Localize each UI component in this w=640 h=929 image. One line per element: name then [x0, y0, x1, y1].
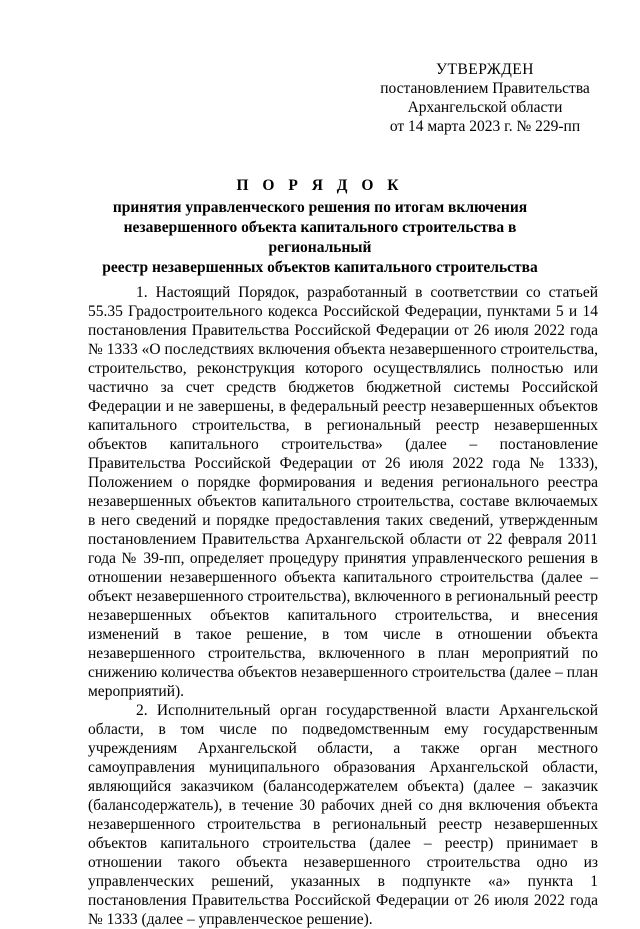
approval-line: Архангельской области — [407, 99, 563, 116]
title-line: принятия управленческого решения по итогам включения — [112, 199, 528, 216]
paragraph-1: 1. Настоящий Порядок, разработанный в соответствии со статьей 55.35 Градостроительного кодекса Российской Федерации, пунктами 5 и 14 постановления Правительства Российской Федерации от 26 июля 2022 года № 1333 «О последствиях включения объекта незавершенного строительства, строительство, реконструкция которого осуществлялись полностью или частично за счет средств бюджетов бюджетной системы Российской Федерации и не завершены, в федеральный реестр незавершенных объектов капитального строительства, в региональный реестр незавершенных объектов капитального строительства» (далее – постановление Правительства Российской Федерации от 26 июля 2022 года № 1333), Положением о порядке формирования и ведения регионального реестра незавершенных объектов капитального строительства, составе включаемых в него сведений и порядке предоставления таких сведений, утвержденным постановлением Правительства Архангельской области от 22 февраля 2011 года № 39-пп, определяет процедуру принятия управленческого решения в отношении незавершенного объекта капитального строительства (далее – объект незавершенного строительства), включенного в региональный реестр незавершенных объектов капитального строительства, и внесения изменений в такое решение, в том числе в отношении объекта незавершенного строительства, включенного в план мероприятий по снижению количества объектов незавершенного строительства (далее – план мероприятий). — [88, 284, 598, 700]
title-line: реестр незавершенных объектов капитального строительства — [102, 259, 538, 276]
approval-date: от 14 марта 2023 г. № 229-пп — [389, 118, 581, 135]
document-title — [80, 176, 560, 278]
paragraph-2: 2. Исполнительный орган государственной власти Архангельской области, в том числе по подведомственным ему государственным учреждениям Архангельской области, а также орган местного самоуправления муниципального образования Архангельской области, являющийся заказчиком (балансодержателем объекта) (далее – заказчик (балансодержатель), в течение 30 рабочих дней со дня включения объекта незавершенного строительства в региональный реестр незавершенных объектов капитального строительства (далее – реестр) принимает в отношении такого объекта незавершенного строительства одно из управленческих решений, указанных в подпункте «а» пункта 1 постановления Правительства Российской Федерации от 26 июля 2022 года № 1333 (далее – управленческое решение). — [88, 702, 598, 928]
approval-line: постановлением Правительства — [380, 80, 590, 97]
title-word: П О Р Я Д О К — [236, 177, 404, 194]
document-body — [88, 283, 598, 929]
title-line: незавершенного объекта капитального строительства в региональный — [123, 219, 517, 256]
approval-heading: УТВЕРЖДЕН — [436, 61, 534, 78]
approval-stamp — [380, 60, 590, 136]
